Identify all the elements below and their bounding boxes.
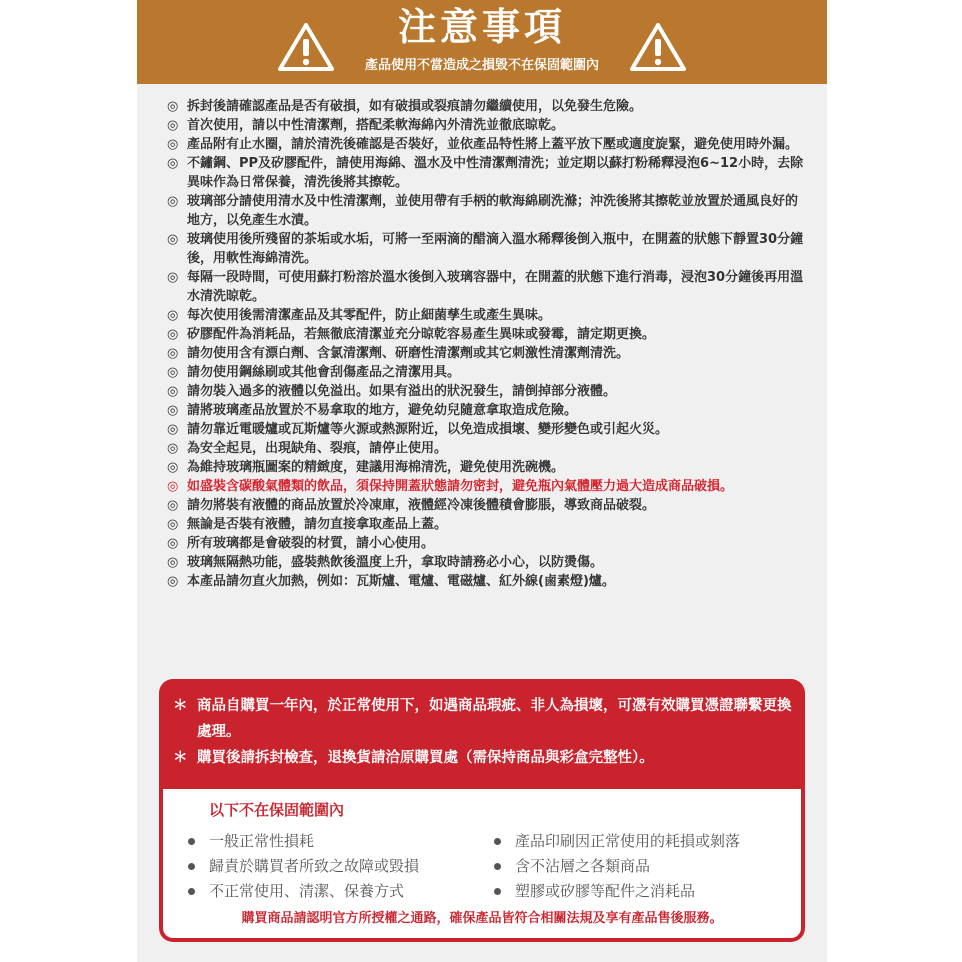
header-banner <box>137 0 827 84</box>
list-item <box>167 344 807 363</box>
circle-bullet-icon: ◎ <box>167 517 179 532</box>
list-item <box>167 401 807 420</box>
list-item <box>167 154 807 192</box>
list-item-text: 每次使用後需清潔產品及其零配件，防止細菌孳生或產生異味。 <box>187 308 552 323</box>
warranty-item <box>173 745 793 771</box>
list-item-text: 不鏽鋼、PP及矽膠配件，請使用海綿、溫水及中性清潔劑清洗；並定期以蘇打粉稀釋浸泡6~12小時，去除異味作為日常保養，清洗後將其擦乾。 <box>187 156 804 190</box>
exclusion-item: 產品印刷因正常使用的耗損或剝落 <box>491 829 801 854</box>
list-item-text: 請勿使用含有漂白劑、含氯清潔劑、研磨性清潔劑或其它刺激性清潔劑清洗。 <box>187 346 630 361</box>
exclusion-item: 塑膠或矽膠等配件之消耗品 <box>491 879 801 904</box>
circle-bullet-icon: ◎ <box>167 498 179 513</box>
notice-panel <box>137 0 827 962</box>
exclusion-item: 含不沾層之各類商品 <box>491 854 801 879</box>
authorized-channel-note: 購買商品請認明官方所授權之通路，確保產品皆符合相關法規及享有產品售後服務。 <box>241 911 723 926</box>
circle-bullet-icon: ◎ <box>167 422 179 437</box>
page-subtitle: 產品使用不當造成之損毀不在保固範圍內 <box>364 58 599 73</box>
list-item <box>167 439 807 458</box>
list-item-text: 拆封後請確認產品是否有破損，如有破損或裂痕請勿繼續使用，以免發生危險。 <box>187 99 643 114</box>
asterisk-icon: ＊ <box>173 698 188 714</box>
exclusions-right-column <box>491 829 801 904</box>
list-item-text: 請勿裝入過多的液體以免溢出。如果有溢出的狀況發生，請倒掉部分液體。 <box>187 384 617 399</box>
list-item <box>167 572 807 591</box>
warranty-item-text: 商品自購買一年內，於正常使用下，如遇商品瑕疵、非人為損壞，可憑有效購買憑證聯繫更換處理。 <box>197 698 792 740</box>
list-item <box>167 135 807 154</box>
list-item-text: 矽膠配件為消耗品，若無徹底清潔並充分晾乾容易產生異味或發霉，請定期更換。 <box>187 327 656 342</box>
circle-bullet-icon: ◎ <box>167 479 179 494</box>
circle-bullet-icon: ◎ <box>167 346 179 361</box>
list-item <box>167 230 807 268</box>
list-item <box>167 382 807 401</box>
circle-bullet-icon: ◎ <box>167 99 179 114</box>
list-item <box>167 534 807 553</box>
list-item-text: 請勿使用鋼絲刷或其他會刮傷產品之清潔用具。 <box>187 365 461 380</box>
asterisk-icon: ＊ <box>173 750 188 766</box>
list-item-text: 玻璃部分請使用清水及中性清潔劑，並使用帶有手柄的軟海綿刷洗滌；沖洗後將其擦乾並放置於通風良好的地方，以免產生水漬。 <box>187 194 799 228</box>
list-item <box>167 97 807 116</box>
circle-bullet-icon: ◎ <box>167 156 179 171</box>
list-item <box>167 306 807 325</box>
circle-bullet-icon: ◎ <box>167 137 179 152</box>
list-item <box>167 458 807 477</box>
list-item <box>167 515 807 534</box>
list-item <box>167 268 807 306</box>
exclusion-item: 不正常使用、清潔、保養方式 <box>185 879 495 904</box>
circle-bullet-icon: ◎ <box>167 384 179 399</box>
circle-bullet-icon: ◎ <box>167 460 179 475</box>
list-item-text: 玻璃無隔熱功能，盛裝熱飲後溫度上升，拿取時請務必小心，以防燙傷。 <box>187 555 604 570</box>
list-item-text: 為維持玻璃瓶圖案的精緻度，建議用海棉清洗，避免使用洗碗機。 <box>187 460 565 475</box>
warranty-notes-list <box>173 693 793 771</box>
page-title: 注意事項 <box>397 5 566 49</box>
list-item-text: 玻璃使用後所殘留的茶垢或水垢，可將一至兩滴的醋滴入溫水稀釋後倒入瓶中，在開蓋的狀態下靜置30分鐘後，用軟性海綿清洗。 <box>187 232 804 266</box>
list-item-text: 請勿將裝有液體的商品放置於冷凍庫，液體經冷凍後體積會膨脹，導致商品破裂。 <box>187 498 656 513</box>
list-item-text: 無論是否裝有液體，請勿直接拿取產品上蓋。 <box>187 517 448 532</box>
list-item-text: 首次使用，請以中性清潔劑，搭配柔軟海綿內外清洗並徹底晾乾。 <box>187 118 565 133</box>
care-notes-list <box>167 97 807 591</box>
list-item-text: 本產品請勿直火加熱，例如：瓦斯爐、電爐、電磁爐、紅外線(鹵素燈)爐。 <box>187 574 615 589</box>
circle-bullet-icon: ◎ <box>167 118 179 133</box>
warranty-box <box>159 679 805 942</box>
list-item-text: 請勿靠近電暖爐或瓦斯爐等火源或熱源附近，以免造成損壞、變形變色或引起火災。 <box>187 422 669 437</box>
circle-bullet-icon: ◎ <box>167 308 179 323</box>
exclusions-left-column <box>185 829 495 904</box>
circle-bullet-icon: ◎ <box>167 270 179 285</box>
list-item <box>167 116 807 135</box>
warning-icon <box>629 22 687 72</box>
list-item <box>167 192 807 230</box>
list-item <box>167 420 807 439</box>
exclusions-box <box>163 789 801 938</box>
list-item <box>167 496 807 515</box>
list-item <box>167 477 807 496</box>
list-item-text: 為安全起見，出現缺角、裂痕，請停止使用。 <box>187 441 448 456</box>
list-item <box>167 325 807 344</box>
circle-bullet-icon: ◎ <box>167 194 179 209</box>
list-item-text: 產品附有止水圈，請於清洗後確認是否裝好，並依產品特性將上蓋平放下壓或適度旋緊，避免使用時外漏。 <box>187 137 799 152</box>
list-item <box>167 553 807 572</box>
circle-bullet-icon: ◎ <box>167 327 179 342</box>
list-item-text: 每隔一段時間，可使用蘇打粉溶於溫水後倒入玻璃容器中，在開蓋的狀態下進行消毒，浸泡30分鐘後再用溫水清洗晾乾。 <box>187 270 804 304</box>
list-item-text: 所有玻璃都是會破裂的材質，請小心使用。 <box>187 536 435 551</box>
list-item <box>167 363 807 382</box>
circle-bullet-icon: ◎ <box>167 441 179 456</box>
warranty-item <box>173 693 793 745</box>
circle-bullet-icon: ◎ <box>167 365 179 380</box>
circle-bullet-icon: ◎ <box>167 555 179 570</box>
list-item-text: 如盛裝含碳酸氣體類的飲品，須保持開蓋狀態請勿密封，避免瓶內氣體壓力過大造成商品破損。 <box>187 479 734 494</box>
circle-bullet-icon: ◎ <box>167 403 179 418</box>
exclusions-title: 以下不在保固範圍內 <box>209 801 345 819</box>
circle-bullet-icon: ◎ <box>167 232 179 247</box>
circle-bullet-icon: ◎ <box>167 536 179 551</box>
circle-bullet-icon: ◎ <box>167 574 179 589</box>
list-item-text: 請將玻璃產品放置於不易拿取的地方，避免幼兒隨意拿取造成危險。 <box>187 403 578 418</box>
exclusion-item: 一般正常性損耗 <box>185 829 495 854</box>
warranty-item-text: 購買後請拆封檢查，退換貨請洽原購買處（需保持商品與彩盒完整性）。 <box>197 750 654 766</box>
exclusion-item: 歸責於購買者所致之故障或毀損 <box>185 854 495 879</box>
